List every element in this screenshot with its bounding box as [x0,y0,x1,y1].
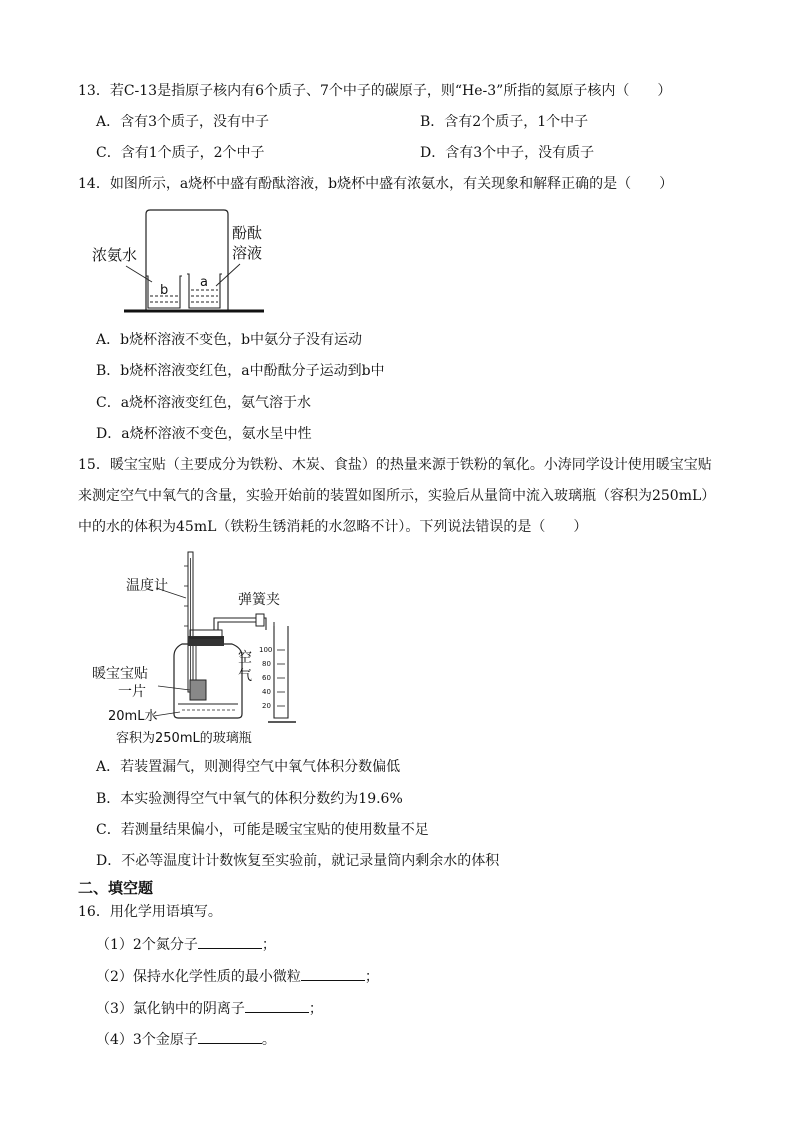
q15-label-pad-1: 暖宝宝贴 [92,666,148,682]
q16-item-2-blank[interactable] [301,966,365,981]
q13-option-a: A．含有3个质子，没有中子 [96,114,270,130]
q15-stem-line-2: 来测定空气中氧气的含量，实验开始前的装置如图所示，实验后从量筒中流入玻璃瓶（容积为250mL） [78,488,716,504]
q14-label-phenolphthalein-2: 溶液 [232,244,263,262]
q13-option-d: D．含有3个中子，没有质子 [420,145,595,161]
q16-stem: 16．用化学用语填写。 [78,904,222,920]
q15-scale-100: 100 [259,646,273,654]
q13-option-c: C．含有1个质子，2个中子 [96,145,265,161]
q13-option-b: B．含有2个质子，1个中子 [420,114,589,130]
q16-item-1-punct: ； [261,937,276,953]
q15-label-pad-2: 一片 [118,684,146,700]
q14-beaker-a-label: a [200,275,208,290]
q15-option-d: D．不必等温度计计数恢复至实验前，就记录量筒内剩余水的体积 [96,853,500,869]
q16-item-3-punct: ； [308,1001,323,1017]
q15-stem-line-1: 15．暖宝宝贴（主要成分为铁粉、木炭、食盐）的热量来源于铁粉的氧化。小涛同学设计使用暖宝宝贴 [78,457,712,473]
q15-stem-line-3: 中的水的体积为45mL（铁粉生锈消耗的水忽略不计）。下列说法错误的是（ ） [78,519,588,535]
q15-scale-40: 40 [262,688,271,696]
q16-item-1-text: （1）2个氮分子 [96,937,198,953]
q14-beaker-b-label: b [160,283,169,298]
q14-option-a: A．b烧杯溶液不变色，b中氨分子没有运动 [96,332,363,348]
q13-stem: 13．若C-13是指原子核内有6个质子、7个中子的碳原子，则“He-3”所指的氦原子核内（ ） [78,83,672,99]
q15-label-air-1: 空 [238,650,252,666]
q15-scale-20: 20 [262,702,271,710]
q14-stem: 14．如图所示，a烧杯中盛有酚酞溶液，b烧杯中盛有浓氨水，有关现象和解释正确的是（ ） [78,176,674,192]
q16-item-4 [96,1029,276,1050]
q16-item-3-text: （3）氯化钠中的阴离子 [96,1001,245,1017]
q15-scale-80: 80 [262,660,271,668]
q14-label-phenolphthalein-1: 酚酞 [232,224,263,242]
q15-scale-60: 60 [262,674,271,682]
q14-figure [90,200,270,318]
q16-item-2-text: （2）保持水化学性质的最小微粒 [96,969,301,985]
q16-item-4-blank[interactable] [198,1029,262,1044]
q15-label-water: 20mL水 [108,709,158,724]
q15-option-c: C．若测量结果偏小，可能是暖宝宝贴的使用数量不足 [96,822,429,838]
q15-figure [90,546,320,750]
q16-item-1-blank[interactable] [198,934,262,949]
q16-item-3 [96,998,323,1019]
q16-item-4-punct: 。 [261,1032,276,1048]
q16-item-3-blank[interactable] [245,998,309,1013]
q16-item-2-punct: ； [364,969,379,985]
q15-option-b: B．本实验测得空气中氧气的体积分数约为19.6% [96,791,403,807]
q15-label-thermometer: 温度计 [126,578,168,594]
q16-item-1 [96,934,276,955]
q14-option-c: C．a烧杯溶液变红色，氨气溶于水 [96,395,312,411]
q14-option-b: B．b烧杯溶液变红色，a中酚酞分子运动到b中 [96,363,385,379]
q15-label-bottle: 容积为250mL的玻璃瓶 [116,731,252,746]
q14-label-ammonia: 浓氨水 [92,246,138,264]
q14-option-d: D．a烧杯溶液不变色，氨水呈中性 [96,426,312,442]
q15-option-a: A．若装置漏气，则测得空气中氧气体积分数偏低 [96,759,401,775]
q15-label-clamp: 弹簧夹 [238,592,280,608]
q15-label-air-2: 气 [238,668,252,684]
q16-item-2 [96,966,379,987]
section-title: 二、填空题 [78,879,154,897]
q16-item-4-text: （4）3个金原子 [96,1032,198,1048]
